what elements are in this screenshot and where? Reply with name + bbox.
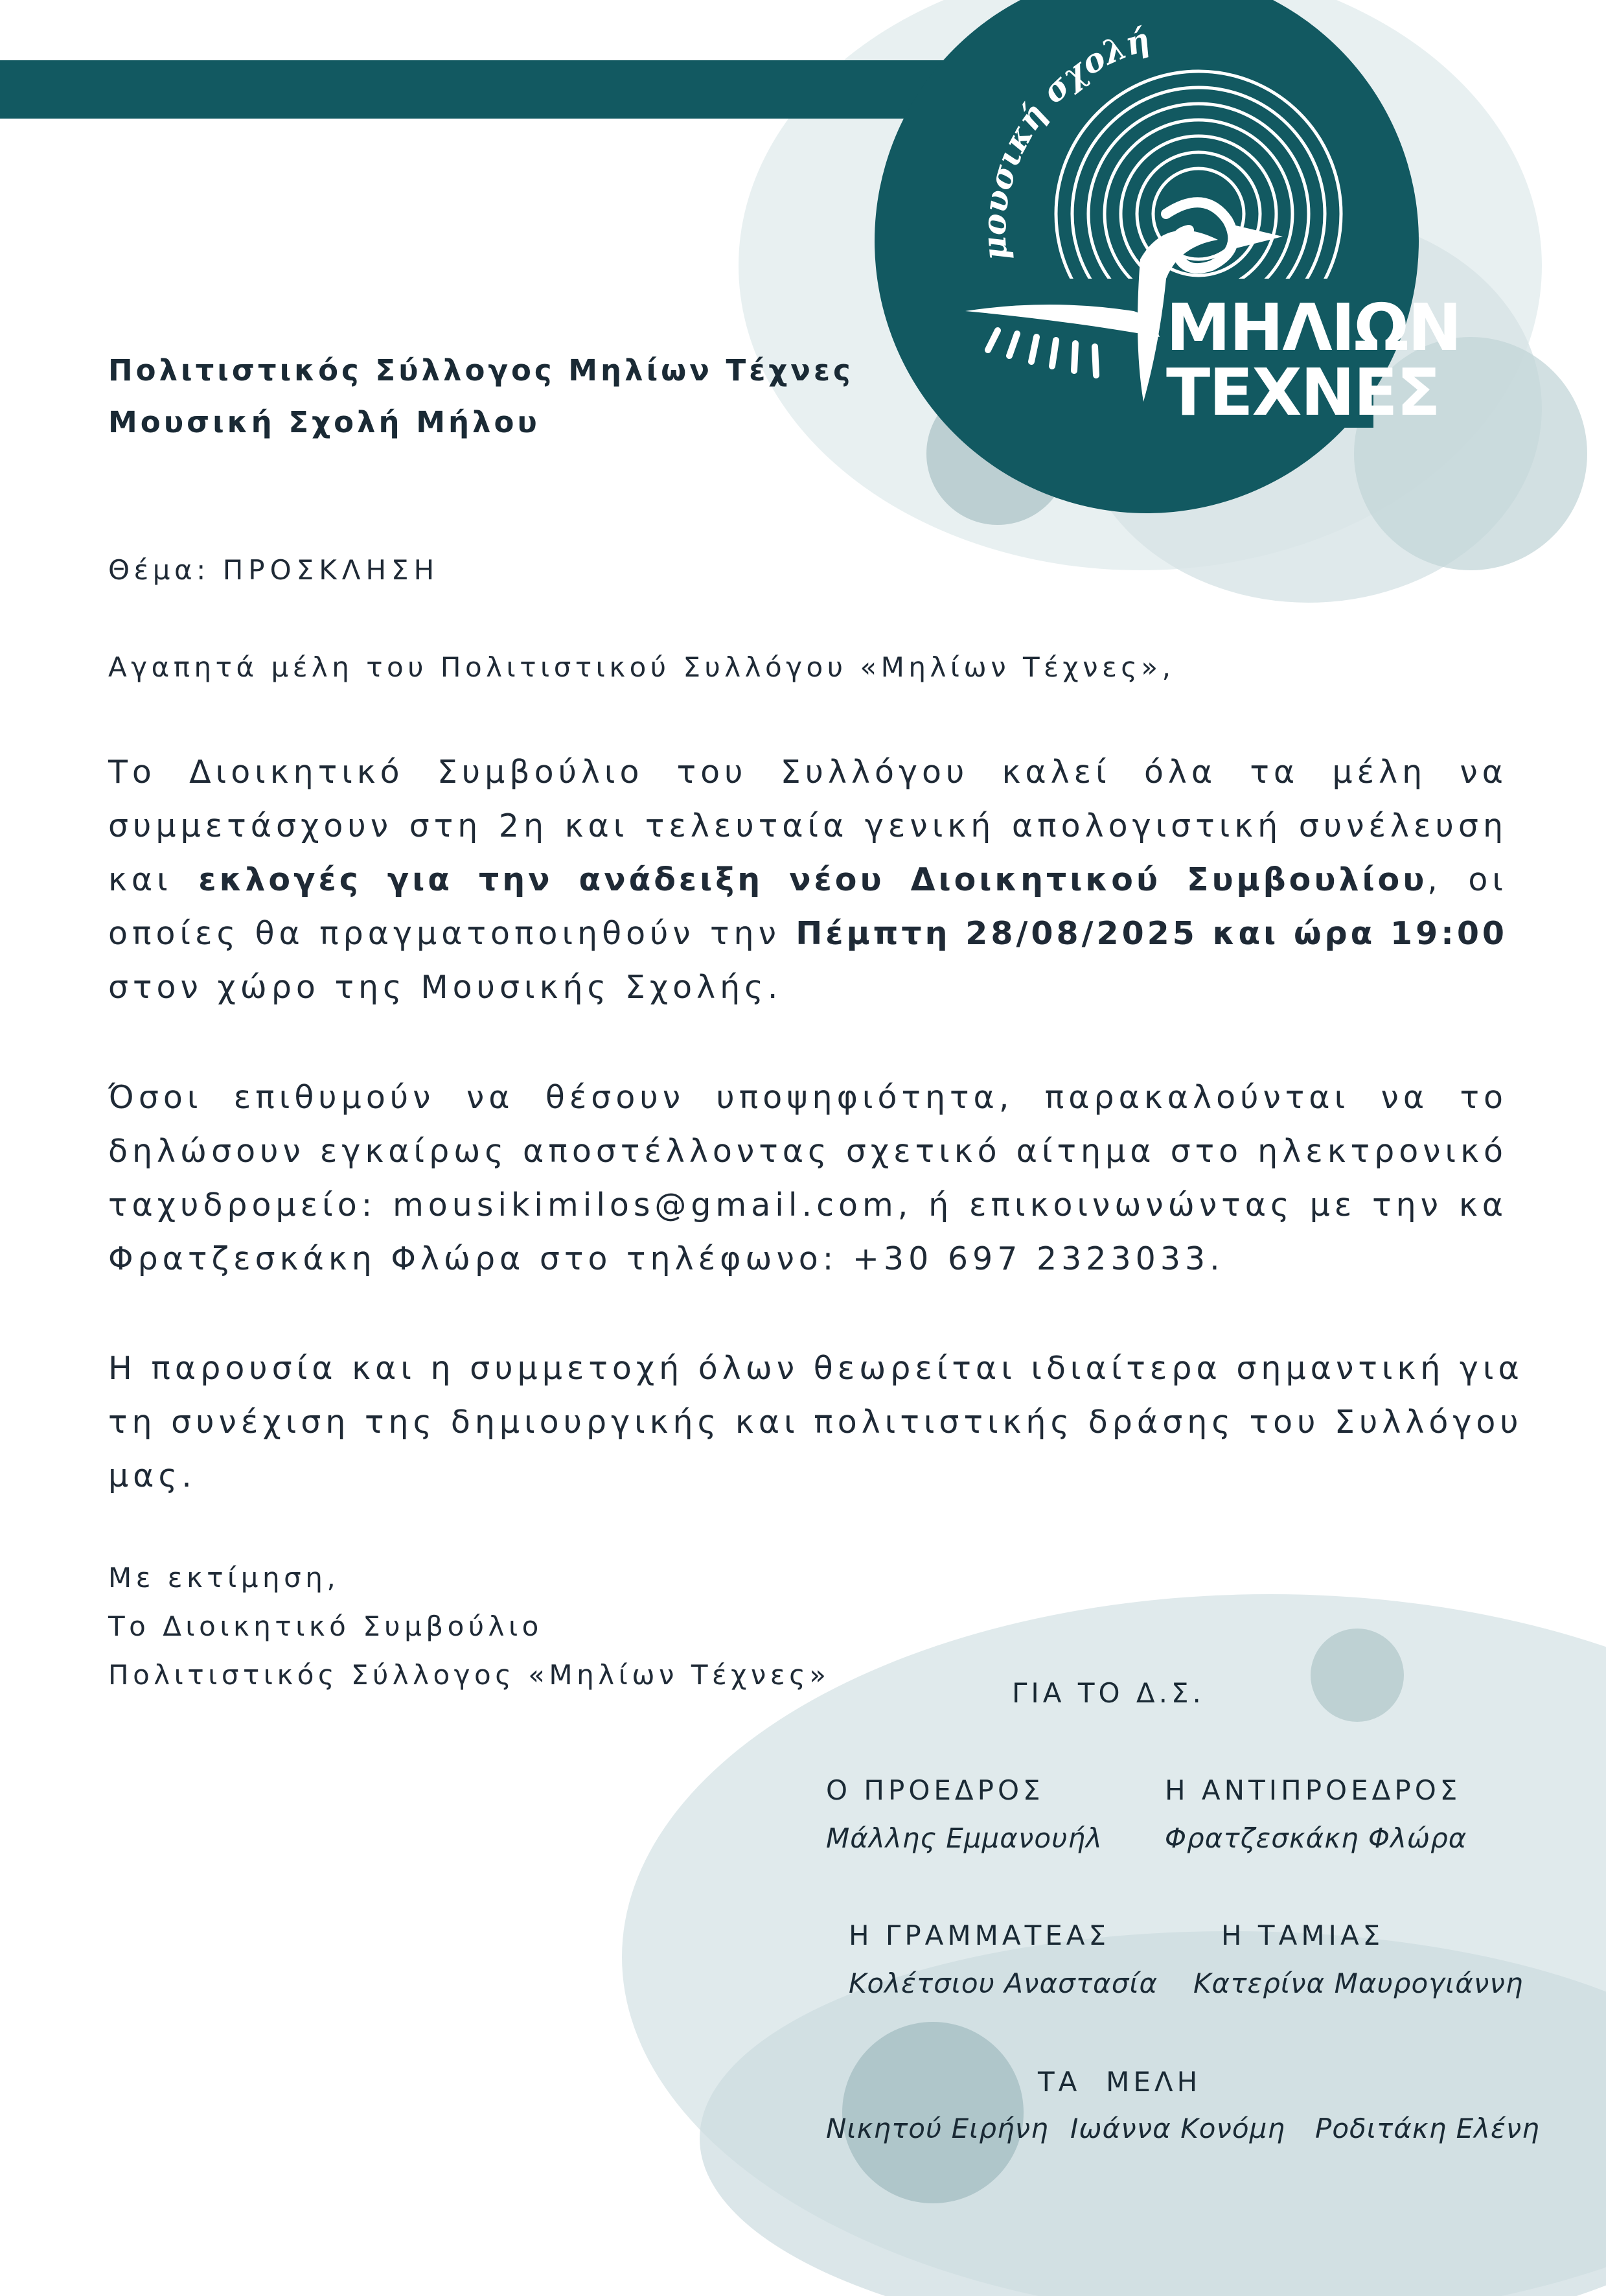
wash-circle-small bbox=[1311, 1629, 1404, 1722]
members-heading: ΤΑ ΜΕΛΗ bbox=[1038, 2066, 1202, 2098]
board-heading: ΓΙΑ ΤΟ Δ.Σ. bbox=[1012, 1677, 1205, 1709]
member-name-3: Ροδιτάκη Ελένη bbox=[1315, 2113, 1540, 2144]
vice-president-role: Η ΑΝΤΙΠΡΟΕΔΡΟΣ bbox=[1165, 1774, 1462, 1806]
para1-line2: συμμετάσχουν στη 2η και τελευταία γενική απολογιστική συνέλευση bbox=[108, 807, 1508, 844]
para1-line3: και εκλογές για την ανάδειξη νέου Διοικητικού Συμβουλίου, οι bbox=[108, 861, 1508, 898]
member-name-1: Νικητού Ειρήνη bbox=[826, 2113, 1049, 2144]
subject-label: Θέμα: bbox=[108, 554, 210, 586]
subject-value: ΠΡΟΣΚΛΗΣΗ bbox=[222, 554, 440, 586]
elections-highlight: εκλογές για την ανάδειξη νέου Διοικητικού Συμβουλίου bbox=[198, 861, 1428, 898]
para3-line1: Η παρουσία και η συμμετοχή όλων θεωρείται ιδιαίτερα σημαντική για bbox=[108, 1350, 1524, 1387]
closing-board: Το Διοικητικό Συμβούλιο bbox=[108, 1610, 543, 1642]
treasurer-name: Κατερίνα Μαυρογιάννη bbox=[1193, 1967, 1524, 1999]
para2-line1: Όσοι επιθυμούν να θέσουν υποψηφιότητα, παρακαλούνται να το bbox=[108, 1079, 1508, 1116]
paragraph-participation bbox=[108, 1341, 1524, 1503]
closing-regards: Με εκτίμηση, bbox=[108, 1562, 340, 1594]
paragraph-candidacy bbox=[108, 1071, 1508, 1286]
logo-arc-text: μουσική σχολή bbox=[974, 19, 1154, 262]
date-highlight: Πέμπτη 28/08/2025 και ώρα 19:00 bbox=[796, 915, 1508, 952]
para1-line1: Το Διοικητικό Συμβούλιο του Συλλόγου καλεί όλα τα μέλη να bbox=[108, 754, 1508, 791]
secretary-role: Η ΓΡΑΜΜΑΤΕΑΣ bbox=[849, 1919, 1110, 1951]
greeting: Αγαπητά μέλη του Πολιτιστικού Συλλόγου «Μηλίων Τέχνες», bbox=[108, 651, 1175, 683]
para3-line2: τη συνέχιση της δημιουργικής και πολιτιστικής δράσης του Συλλόγου bbox=[108, 1404, 1523, 1441]
logo-word-texnes: ΤΕΧΝΕΣ bbox=[1166, 354, 1440, 430]
para2-line2: δηλώσουν εγκαίρως αποστέλλοντας σχετικό αίτημα στο ηλεκτρονικό bbox=[108, 1133, 1508, 1170]
para2-line4: Φρατζεσκάκη Φλώρα στο τηλέφωνο: +30 697 2323033. bbox=[108, 1240, 1224, 1277]
para2-line3: ταχυδρομείο: mousikimilos@gmail.com, ή επικοινωνώντας με την κα bbox=[108, 1187, 1508, 1223]
vice-president-name: Φρατζεσκάκη Φλώρα bbox=[1165, 1822, 1467, 1854]
org-name: Πολιτιστικός Σύλλογος Μηλίων Τέχνες bbox=[108, 353, 854, 388]
para3-line3: μας. bbox=[108, 1457, 196, 1494]
top-banner-bar bbox=[0, 60, 972, 119]
secretary-name: Κολέτσιου Αναστασία bbox=[849, 1967, 1158, 1999]
logo-word-milion: ΜΗΛΙΩΝ bbox=[1166, 290, 1461, 365]
paragraph-invitation bbox=[108, 745, 1508, 1014]
school-name: Μουσική Σχολή Μήλου bbox=[108, 405, 540, 439]
member-name-2: Ιωάννα Κονόμη bbox=[1070, 2113, 1285, 2144]
treasurer-role: Η ΤΑΜΙΑΣ bbox=[1221, 1919, 1384, 1951]
president-role: Ο ΠΡΟΕΔΡΟΣ bbox=[826, 1774, 1044, 1806]
para1-line5: στον χώρο της Μουσικής Σχολής. bbox=[108, 969, 783, 1006]
president-name: Μάλλης Εμμανουήλ bbox=[826, 1822, 1103, 1854]
subject-line bbox=[108, 554, 439, 586]
closing-org: Πολιτιστικός Σύλλογος «Μηλίων Τέχνες» bbox=[108, 1659, 831, 1691]
para1-line4: οποίες θα πραγματοποιηθούν την Πέμπτη 28/08/2025 και ώρα 19:00 bbox=[108, 915, 1508, 952]
